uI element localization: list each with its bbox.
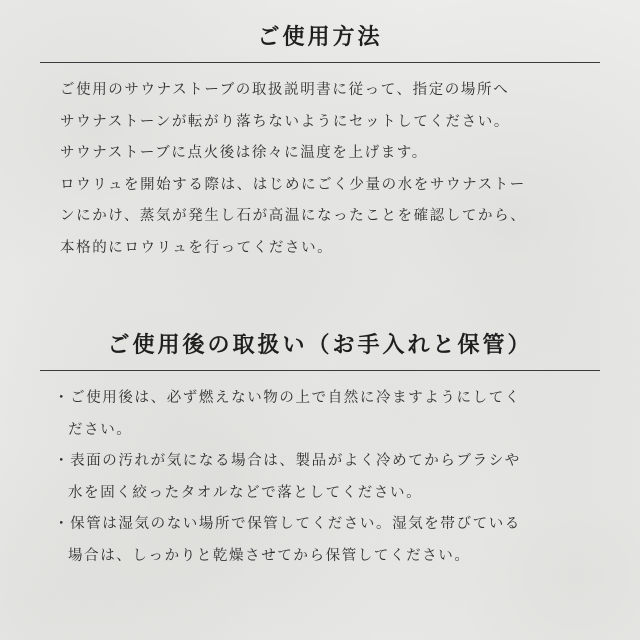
- care-bullet-line: ・ご使用後は、必ず燃えない物の上で自然に冷ますようにしてく: [54, 390, 521, 406]
- care-section: [40, 326, 600, 572]
- care-continuation-line: 水を固く絞ったタオルなどで落としてください。: [68, 484, 423, 501]
- usage-body: [40, 75, 600, 264]
- care-continuation-line: 場合は、しっかりと乾燥させてから保管してください。: [68, 547, 471, 564]
- usage-line: サウナストーブに点火後は徐々に温度を上げます。: [60, 145, 428, 161]
- care-divider: [40, 370, 600, 371]
- care-bullet-line: ・表面の汚れが気になる場合は、製品がよく冷めてからブラシや: [54, 453, 521, 469]
- usage-line: ロウリュを開始する際は、はじめにごく少量の水をサウナストー: [60, 176, 526, 193]
- usage-section: [40, 18, 600, 264]
- usage-heading: ご使用方法: [257, 25, 383, 50]
- usage-line: 本格的にロウリュを行ってください。: [60, 239, 334, 256]
- usage-divider: [40, 62, 600, 63]
- care-bullet-line: ・保管は湿気のない場所で保管してください。湿気を帯びている: [54, 516, 521, 532]
- care-heading: ご使用後の取扱い（お手入れと保管）: [107, 333, 533, 358]
- usage-line: ンにかけ、蒸気が発生し石が高温になったことを確認してから、: [60, 208, 527, 224]
- care-continuation-line: ださい。: [68, 421, 133, 438]
- care-body: [40, 383, 600, 572]
- usage-line: サウナストーンが転がり落ちないようにセットしてください。: [60, 113, 510, 130]
- usage-line: ご使用のサウナストーブの取扱説明書に従って、指定の場所へ: [60, 82, 510, 98]
